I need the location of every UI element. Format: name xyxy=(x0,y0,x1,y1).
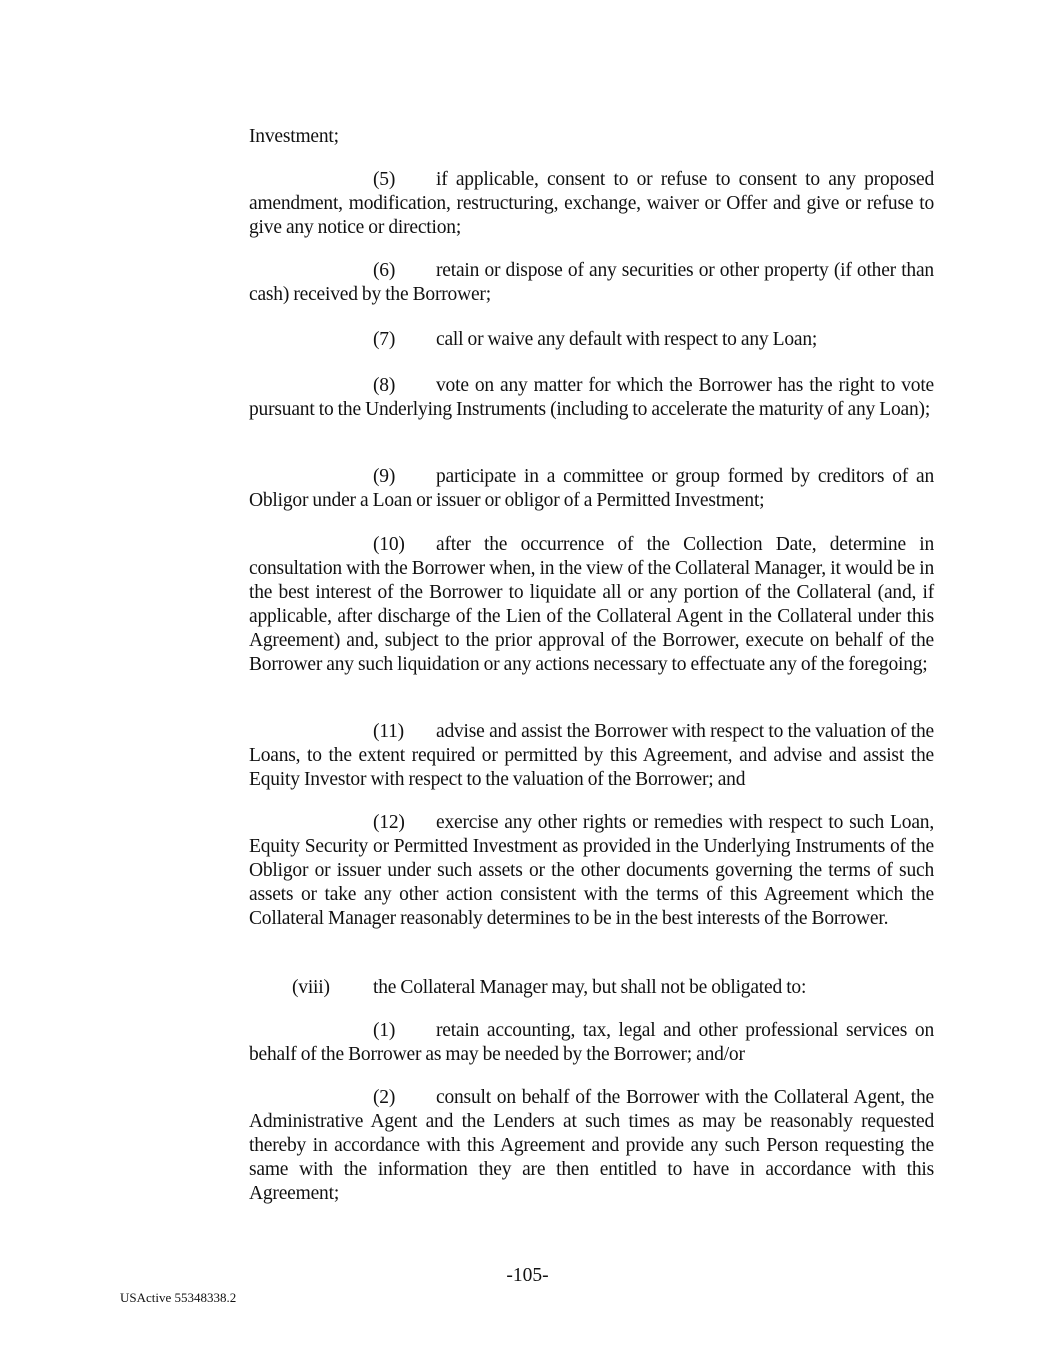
clause-number: (10) xyxy=(373,534,405,555)
page-number: -105- xyxy=(506,1265,549,1286)
paragraph-continuation xyxy=(249,125,934,149)
clause-number: (1) xyxy=(373,1020,396,1041)
clause-10 xyxy=(249,533,934,677)
clause-number: (12) xyxy=(373,812,405,833)
clause-text: vote on any matter for which the Borrower has the right to vote pursuant to the Underlying Instruments (including to accelerate the maturity of any Loan); xyxy=(249,375,934,420)
clause-number: (2) xyxy=(373,1087,396,1108)
clause-5 xyxy=(249,168,934,240)
clause-text: advise and assist the Borrower with respect to the valuation of the Loans, to the extent required or permitted by this Agreement, and advise and assist the Equity Investor with respect to the valuation of the Borrower; and xyxy=(249,721,934,790)
clause-text: exercise any other rights or remedies with respect to such Loan, Equity Security or Permitted Investment as provided in the Underlying Instruments of the Obligor or issuer under such assets or the other documents governing the terms of such assets or take any other action consistent with the terms of this Agreement which the Collateral Manager reasonably determines to be in the best interests of the Borrower. xyxy=(249,812,934,929)
clause-number: (5) xyxy=(373,169,396,190)
clause-2 xyxy=(249,1086,934,1206)
clause-number: (6) xyxy=(373,260,396,281)
clause-number: (11) xyxy=(373,721,404,742)
clause-8 xyxy=(249,374,934,422)
paragraph-text: Investment; xyxy=(249,126,339,147)
clause-text: retain accounting, tax, legal and other professional services on behalf of the Borrower as may be needed by the Borrower; and/or xyxy=(249,1020,934,1065)
clause-number: (9) xyxy=(373,466,396,487)
clause-12 xyxy=(249,811,934,931)
clause-6 xyxy=(249,259,934,307)
clause-text: the Collateral Manager may, but shall not be obligated to: xyxy=(373,977,807,998)
clause-9 xyxy=(249,465,934,513)
clause-1 xyxy=(249,1019,934,1067)
clause-number: (7) xyxy=(373,329,396,350)
document-footer-id: USActive 55348338.2 xyxy=(120,1290,237,1305)
clause-11 xyxy=(249,720,934,792)
clause-number: (viii) xyxy=(292,977,330,998)
clause-viii xyxy=(249,976,934,1000)
clause-text: consult on behalf of the Borrower with the Collateral Agent, the Administrative Agent and the Lenders at such times as may be reasonably requested thereby in accordance with this Agreement and provide any such Person requesting the same with the information they are then entitled to have in accordance with this Agreement; xyxy=(249,1087,934,1204)
clause-7 xyxy=(249,328,934,352)
clause-text: participate in a committee or group formed by creditors of an Obligor under a Loan or issuer or obligor of a Permitted Investment; xyxy=(249,466,934,511)
clause-text: if applicable, consent to or refuse to consent to any proposed amendment, modification, restructuring, exchange, waiver or Offer and give or refuse to give any notice or direction; xyxy=(249,169,934,238)
clause-number: (8) xyxy=(373,375,396,396)
clause-text: call or waive any default with respect to any Loan; xyxy=(436,329,818,350)
clause-text: retain or dispose of any securities or other property (if other than cash) received by the Borrower; xyxy=(249,260,934,305)
clause-text: after the occurrence of the Collection Date, determine in consultation with the Borrower when, in the view of the Collateral Manager, it would be in the best interest of the Borrower to liquidate all or any portion of the Collateral (and, if applicable, after discharge of the Lien of the Collateral Agent in the Collateral under this Agreement) and, subject to the prior approval of the Borrower, execute on behalf of the Borrower any such liquidation or any actions necessary to effectuate any of the foregoing; xyxy=(249,534,934,675)
